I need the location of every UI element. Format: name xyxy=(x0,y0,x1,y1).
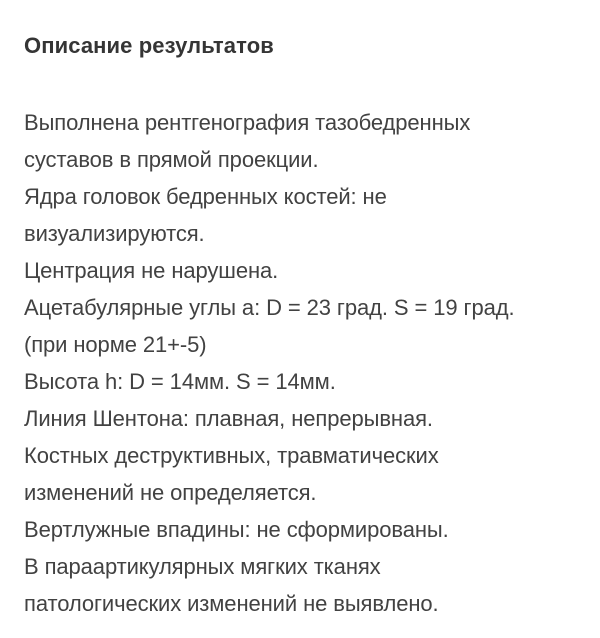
report-line: (при норме 21+-5) xyxy=(24,332,207,357)
report-line: суставов в прямой проекции. xyxy=(24,147,319,172)
report-line: Высота h: D = 14мм. S = 14мм. xyxy=(24,369,336,394)
report-line: Костных деструктивных, травматических xyxy=(24,443,439,468)
page-title: Описание результатов xyxy=(24,33,274,58)
report-line: Ацетабулярные углы a: D = 23 град. S = 19 град. xyxy=(24,295,515,320)
report-line: Центрация не нарушена. xyxy=(24,258,279,283)
report-line: патологических изменений не выявлено. xyxy=(24,591,439,616)
report-body xyxy=(24,104,576,622)
report-line: Линия Шентона: плавная, непрерывная. xyxy=(24,406,433,431)
report-line: изменений не определяется. xyxy=(24,480,317,505)
report-line: Вертлужные впадины: не сформированы. xyxy=(24,517,449,542)
report-line: В параартикулярных мягких тканях xyxy=(24,554,381,579)
report-line: Выполнена рентгенография тазобедренных xyxy=(24,110,471,135)
report-line: визуализируются. xyxy=(24,221,205,246)
report-line: Ядра головок бедренных костей: не xyxy=(24,184,387,209)
